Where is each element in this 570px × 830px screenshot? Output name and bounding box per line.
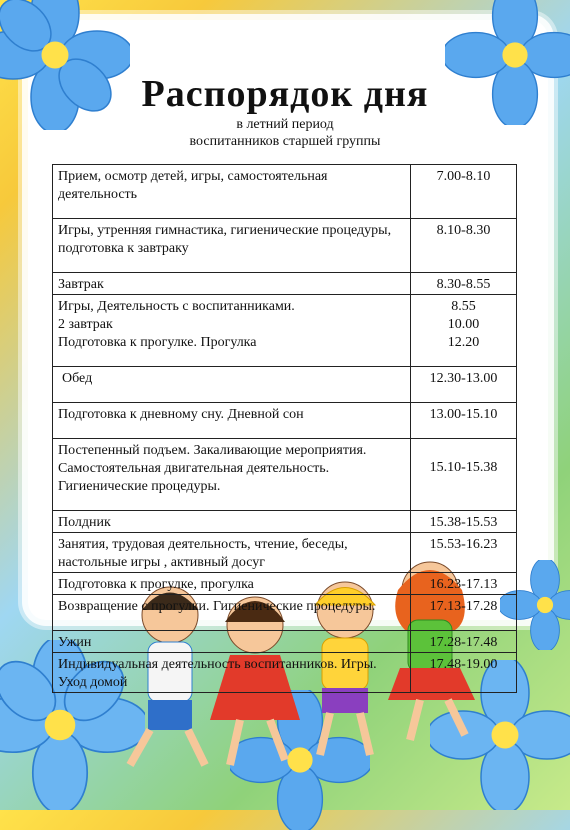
activity-cell: Возвращение с прогулки. Гигиенические процедуры. (53, 595, 411, 631)
activity-line: 2 завтрак (58, 317, 113, 332)
activity-cell: Прием, осмотр детей, игры, самостоятельная деятельность (53, 165, 411, 219)
time-cell: 15.38-15.53 (411, 511, 517, 533)
activity-cell: Подготовка к прогулке, прогулка (53, 573, 411, 595)
page-title: Распорядок дня (141, 73, 429, 115)
activity-cell (53, 295, 411, 367)
time-cell: 8.30-8.55 (411, 273, 517, 295)
time-cell: 12.30-13.00 (411, 367, 517, 403)
schedule-table (52, 164, 517, 693)
time-line: 12.20 (447, 335, 480, 350)
time-cell: 13.00-15.10 (411, 403, 517, 439)
activity-cell: Постепенный подъем. Закаливающие мероприятия. Самостоятельная двигательная деятельность. Гигиенические процедуры. (53, 439, 411, 511)
time-line: 10.00 (447, 317, 480, 332)
time-cell: 15.10-15.38 (411, 439, 517, 511)
time-cell: 15.53-16.23 (411, 533, 517, 573)
activity-line: Подготовка к прогулке. Прогулка (58, 335, 257, 350)
activity-cell: Индивидуальная деятельность воспитанников. Игры. Уход домой (53, 653, 411, 693)
activity-cell: Завтрак (53, 273, 411, 295)
table-row (53, 631, 517, 653)
table-row (53, 403, 517, 439)
time-cell: 17.48-19.00 (411, 653, 517, 693)
activity-cell: Подготовка к дневному сну. Дневной сон (53, 403, 411, 439)
activity-cell: Ужин (53, 631, 411, 653)
subtitle-period: в летний период (236, 117, 334, 132)
table-row (53, 273, 517, 295)
activity-cell: Обед (53, 367, 411, 403)
activity-cell: Полдник (53, 511, 411, 533)
time-cell (411, 295, 517, 367)
time-cell: 17.13-17.28 (411, 595, 517, 631)
table-row (53, 653, 517, 693)
time-cell: 16.23-17.13 (411, 573, 517, 595)
table-row (53, 295, 517, 367)
activity-cell: Игры, утренняя гимнастика, гигиенические процедуры, подготовка к завтраку (53, 219, 411, 273)
activity-cell: Занятия, трудовая деятельность, чтение, беседы, настольные игры , активный досуг (53, 533, 411, 573)
time-line: 8.55 (451, 299, 476, 314)
time-cell: 17.28-17.48 (411, 631, 517, 653)
table-row (53, 595, 517, 631)
subtitle-group: воспитанников старшей группы (189, 134, 381, 149)
time-cell: 7.00-8.10 (411, 165, 517, 219)
time-cell: 8.10-8.30 (411, 219, 517, 273)
table-row (53, 165, 517, 219)
table-row (53, 573, 517, 595)
table-row (53, 219, 517, 273)
table-row (53, 367, 517, 403)
table-row (53, 533, 517, 573)
activity-line: Игры, Деятельность с воспитанниками. (58, 299, 295, 314)
table-row (53, 439, 517, 511)
table-row (53, 511, 517, 533)
